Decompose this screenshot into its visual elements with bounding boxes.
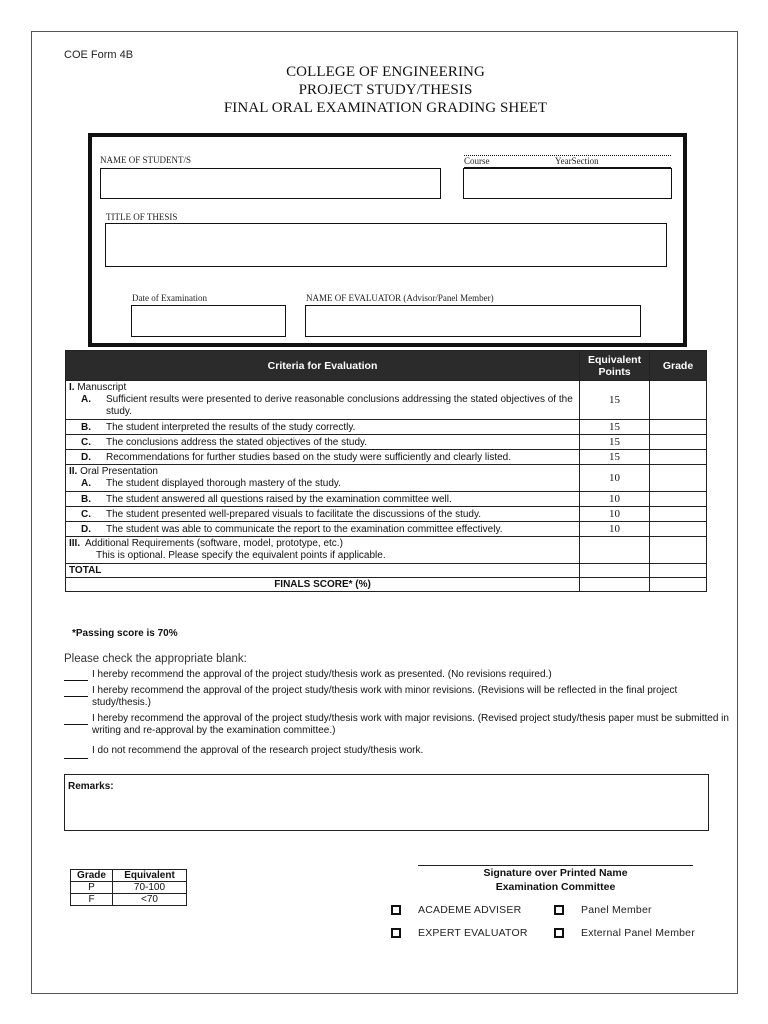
grade-cell[interactable] [650,381,707,420]
table-row: D. Recommendations for further studies based on the study were sufficiently and clearly listed. 15 [66,450,707,465]
check-blank[interactable] [64,724,88,725]
table-row: B. The student answered all questions raised by the examination committee well. 10 [66,492,707,507]
grade-cell[interactable] [650,537,707,564]
grade-cell[interactable] [650,522,707,537]
total-row [66,564,707,578]
finals-score-label: FINALS SCORE* (%) [66,578,580,592]
grade-cell: F [71,894,113,906]
section3-note: This is optional. Please specify the equivalent points if applicable. [96,550,386,561]
check-instructions: Please check the appropriate blank: [64,653,247,665]
points-header: Equivalent Points [580,351,650,381]
check-blank[interactable] [64,696,88,697]
recommendation-option-major-revisions[interactable]: I hereby recommend the approval of the project study/thesis work with major revisions. (Revised project study/thesis paper must be submitted in writing and re-approval by the examination committee.) [64,713,729,737]
signature-label: Signature over Printed Name [483,867,628,879]
finals-points-cell[interactable] [580,578,650,592]
equivalent-cell: <70 [113,894,187,906]
academe-adviser-checkbox[interactable] [391,905,401,915]
grade-header: Grade [650,351,707,381]
title-of-thesis-field[interactable] [105,223,667,267]
academe-adviser-label: ACADEME ADVISER [418,904,522,916]
points-cell: 15 [580,420,650,435]
table-row [71,894,187,906]
grade-cell[interactable] [650,435,707,450]
signature-line[interactable] [418,865,693,866]
grading-sheet-page [31,31,738,994]
course-year-header [464,155,671,168]
table-row [66,465,707,492]
date-of-examination-label: Date of Examination [132,293,207,303]
header-sheet-title: FINAL ORAL EXAMINATION GRADING SHEET [223,100,548,116]
section2-item-a: A. The student displayed thorough mastery of the study. [81,478,341,489]
date-of-examination-field[interactable] [131,305,286,337]
panel-member-label: Panel Member [581,904,652,916]
points-cell[interactable] [580,537,650,564]
points-cell: 10 [580,492,650,507]
grade-cell[interactable] [650,420,707,435]
header-project-study: PROJECT STUDY/THESIS [298,82,473,98]
total-label: TOTAL [66,564,580,578]
form-code: COE Form 4B [64,49,134,61]
header-college: COLLEGE OF ENGINEERING [286,64,485,80]
student-info-box [88,133,687,347]
points-cell: 15 [580,381,650,420]
finals-score-row [66,578,707,592]
points-cell: 10 [580,522,650,537]
table-row [66,537,707,564]
recommendation-option-minor-revisions[interactable]: I hereby recommend the approval of the project study/thesis work with minor revisions. (Revisions will be reflected in the final project study/thesis.) [64,685,729,709]
check-blank[interactable] [64,680,88,681]
evaluator-field[interactable] [305,305,641,337]
course-year-section-field[interactable] [463,168,672,199]
grade-cell[interactable] [650,492,707,507]
recommendation-option-not-recommended[interactable]: I do not recommend the approval of the research project study/thesis work. [64,745,729,757]
criteria-header: Criteria for Evaluation [66,351,580,381]
year-section-label: YearSection [555,156,599,166]
criteria-table [65,350,707,592]
committee-label: Examination Committee [495,881,616,893]
total-points-cell[interactable] [580,564,650,578]
remarks-label: Remarks: [68,781,114,792]
grade-equivalent-table [70,869,187,906]
total-grade-cell[interactable] [650,564,707,578]
remarks-box[interactable] [64,774,709,831]
name-of-students-label: NAME OF STUDENT/S [100,155,192,165]
points-cell: 10 [580,507,650,522]
grade-cell: P [71,882,113,894]
section1-item-a: A. Sufficient results were presented to derive reasonable conclusions addressing the stated objectives of the study. [81,394,573,417]
table-row: B. The student interpreted the results of the study correctly. 15 [66,420,707,435]
grade-col-header: Grade [71,870,113,882]
course-label: Course [464,156,490,166]
expert-evaluator-label: EXPERT EVALUATOR [418,927,528,939]
grade-cell[interactable] [650,465,707,492]
finals-grade-cell[interactable] [650,578,707,592]
grade-cell[interactable] [650,450,707,465]
table-row: C. The conclusions address the stated objectives of the study. 15 [66,435,707,450]
recommendation-option-no-revisions[interactable]: I hereby recommend the approval of the project study/thesis work as presented. (No revisions required.) [64,669,729,681]
evaluator-label: NAME OF EVALUATOR (Advisor/Panel Member) [306,293,494,303]
name-of-students-field[interactable] [100,168,441,199]
passing-score-note: *Passing score is 70% [72,628,178,639]
points-cell: 15 [580,435,650,450]
criteria-header-row [66,351,707,381]
equivalent-cell: 70-100 [113,882,187,894]
equivalent-col-header: Equivalent [113,870,187,882]
title-of-thesis-label: TITLE OF THESIS [106,212,178,222]
grade-table-header [71,870,187,882]
grade-cell[interactable] [650,507,707,522]
section3-heading: III. Additional Requirements (software, model, prototype, etc.) [69,538,343,549]
check-blank[interactable] [64,758,88,759]
external-panel-member-label: External Panel Member [581,927,695,939]
table-row: C. The student presented well-prepared visuals to facilitate the discussions of the study. 10 [66,507,707,522]
table-row: D. The student was able to communicate the report to the examination committee effectively. 10 [66,522,707,537]
expert-evaluator-checkbox[interactable] [391,928,401,938]
external-panel-member-checkbox[interactable] [554,928,564,938]
section1-heading: I. Manuscript [69,382,127,393]
table-row [66,381,707,420]
table-row [71,882,187,894]
section2-heading: II. Oral Presentation [69,466,158,477]
panel-member-checkbox[interactable] [554,905,564,915]
points-cell: 15 [580,450,650,465]
points-cell: 10 [580,465,650,492]
